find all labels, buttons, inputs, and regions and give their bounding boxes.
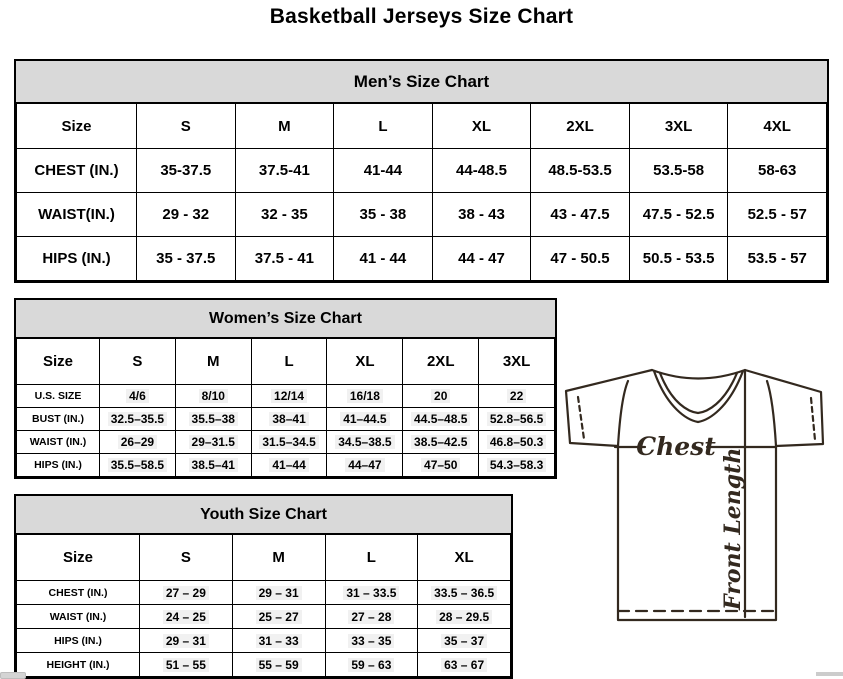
size-value-cell: 29 – 31 (232, 581, 325, 605)
size-value-cell: 32.5–35.5 (100, 408, 176, 431)
size-value-cell: 33 – 35 (325, 629, 418, 653)
jersey-collar-back (652, 370, 745, 379)
size-value-cell: 46.8–50.3 (479, 431, 555, 454)
column-header: 2XL (403, 339, 479, 385)
size-value-cell: 48.5-53.5 (531, 149, 630, 193)
size-value-cell: 24 – 25 (140, 605, 233, 629)
size-value-cell: 35 - 37.5 (137, 237, 236, 281)
size-value-cell: 37.5-41 (235, 149, 334, 193)
table-row (17, 581, 511, 605)
jersey-left-seam (618, 381, 628, 446)
column-header: M (235, 104, 334, 149)
youth-chart-title: Youth Size Chart (16, 496, 511, 534)
column-header: XL (418, 535, 511, 581)
column-header: L (325, 535, 418, 581)
column-header: Size (17, 339, 100, 385)
size-value-cell: 33.5 – 36.5 (418, 581, 511, 605)
table-row (17, 408, 555, 431)
size-value-cell: 52.8–56.5 (479, 408, 555, 431)
column-header: 4XL (728, 104, 827, 149)
size-value-cell: 54.3–58.3 (479, 454, 555, 477)
size-value-cell: 25 – 27 (232, 605, 325, 629)
table-row (17, 237, 827, 281)
size-value-cell: 35 – 37 (418, 629, 511, 653)
size-value-cell: 35-37.5 (137, 149, 236, 193)
size-value-cell: 38.5–41 (175, 454, 251, 477)
column-header: 3XL (629, 104, 728, 149)
jersey-outline (566, 370, 823, 620)
jersey-right-seam (767, 381, 776, 446)
table-row (17, 431, 555, 454)
header-row (17, 104, 827, 149)
size-value-cell: 28 – 29.5 (418, 605, 511, 629)
size-value-cell: 58-63 (728, 149, 827, 193)
row-label: BUST (IN.) (17, 408, 100, 431)
row-label: HIPS (IN.) (17, 629, 140, 653)
womens-chart-title: Women’s Size Chart (16, 300, 555, 338)
size-value-cell: 31 – 33.5 (325, 581, 418, 605)
chest-label: Chest (636, 432, 716, 461)
size-value-cell: 35 - 38 (334, 193, 433, 237)
row-label: WAIST (IN.) (17, 431, 100, 454)
size-value-cell: 47.5 - 52.5 (629, 193, 728, 237)
size-value-cell: 31.5–34.5 (251, 431, 327, 454)
column-header: 2XL (531, 104, 630, 149)
size-value-cell: 41–44 (251, 454, 327, 477)
youth-size-table (16, 534, 511, 677)
table-row (17, 629, 511, 653)
size-value-cell: 34.5–38.5 (327, 431, 403, 454)
column-header: S (100, 339, 176, 385)
youth-size-chart (14, 494, 513, 679)
column-header: 3XL (479, 339, 555, 385)
column-header: L (251, 339, 327, 385)
size-value-cell: 44 - 47 (432, 237, 531, 281)
mens-chart-title: Men’s Size Chart (16, 61, 827, 103)
size-value-cell: 4/6 (100, 385, 176, 408)
size-value-cell: 27 – 28 (325, 605, 418, 629)
womens-size-table (16, 338, 555, 477)
size-value-cell: 38.5–42.5 (403, 431, 479, 454)
mens-size-chart (14, 59, 829, 283)
row-label: WAIST(IN.) (17, 193, 137, 237)
size-value-cell: 31 – 33 (232, 629, 325, 653)
table-row (17, 193, 827, 237)
header-row (17, 339, 555, 385)
column-header: XL (327, 339, 403, 385)
size-value-cell: 47 - 50.5 (531, 237, 630, 281)
size-value-cell: 38–41 (251, 408, 327, 431)
table-row (17, 385, 555, 408)
size-value-cell: 53.5-58 (629, 149, 728, 193)
size-value-cell: 43 - 47.5 (531, 193, 630, 237)
size-value-cell: 16/18 (327, 385, 403, 408)
size-value-cell: 44–47 (327, 454, 403, 477)
column-header: M (232, 535, 325, 581)
table-row (17, 149, 827, 193)
size-value-cell: 20 (403, 385, 479, 408)
size-value-cell: 27 – 29 (140, 581, 233, 605)
row-label: CHEST (IN.) (17, 581, 140, 605)
size-value-cell: 53.5 - 57 (728, 237, 827, 281)
table-row (17, 605, 511, 629)
row-label: WAIST (IN.) (17, 605, 140, 629)
size-value-cell: 12/14 (251, 385, 327, 408)
row-label: U.S. SIZE (17, 385, 100, 408)
size-value-cell: 41 - 44 (334, 237, 433, 281)
size-value-cell: 41-44 (334, 149, 433, 193)
size-value-cell: 26–29 (100, 431, 176, 454)
size-value-cell: 22 (479, 385, 555, 408)
page-title: Basketball Jerseys Size Chart (269, 5, 574, 28)
size-value-cell: 52.5 - 57 (728, 193, 827, 237)
size-value-cell: 51 – 55 (140, 653, 233, 677)
jersey-measurement-diagram (557, 358, 840, 628)
size-value-cell: 35.5–38 (175, 408, 251, 431)
header-row (17, 535, 511, 581)
front-length-label: Front Length (720, 447, 746, 610)
column-header: XL (432, 104, 531, 149)
column-header: S (140, 535, 233, 581)
row-label: CHEST (IN.) (17, 149, 137, 193)
size-value-cell: 50.5 - 53.5 (629, 237, 728, 281)
size-value-cell: 29 – 31 (140, 629, 233, 653)
size-value-cell: 35.5–58.5 (100, 454, 176, 477)
scrollbar-fragment-left[interactable] (0, 672, 26, 679)
size-value-cell: 55 – 59 (232, 653, 325, 677)
size-value-cell: 29 - 32 (137, 193, 236, 237)
column-header: S (137, 104, 236, 149)
column-header: Size (17, 535, 140, 581)
column-header: M (175, 339, 251, 385)
size-value-cell: 29–31.5 (175, 431, 251, 454)
scrollbar-fragment-right[interactable] (816, 672, 843, 676)
womens-size-chart (14, 298, 557, 479)
size-value-cell: 59 – 63 (325, 653, 418, 677)
size-value-cell: 37.5 - 41 (235, 237, 334, 281)
row-label: HIPS (IN.) (17, 454, 100, 477)
mens-size-table (16, 103, 827, 281)
table-row (17, 454, 555, 477)
size-value-cell: 41–44.5 (327, 408, 403, 431)
size-value-cell: 32 - 35 (235, 193, 334, 237)
jersey-right-cuff-dashes (811, 398, 815, 440)
column-header: Size (17, 104, 137, 149)
size-value-cell: 44.5–48.5 (403, 408, 479, 431)
size-value-cell: 47–50 (403, 454, 479, 477)
size-value-cell: 44-48.5 (432, 149, 531, 193)
size-value-cell: 38 - 43 (432, 193, 531, 237)
row-label: HIPS (IN.) (17, 237, 137, 281)
jersey-left-cuff-dashes (578, 397, 584, 439)
column-header: L (334, 104, 433, 149)
row-label: HEIGHT (IN.) (17, 653, 140, 677)
table-row (17, 653, 511, 677)
size-value-cell: 63 – 67 (418, 653, 511, 677)
size-value-cell: 8/10 (175, 385, 251, 408)
